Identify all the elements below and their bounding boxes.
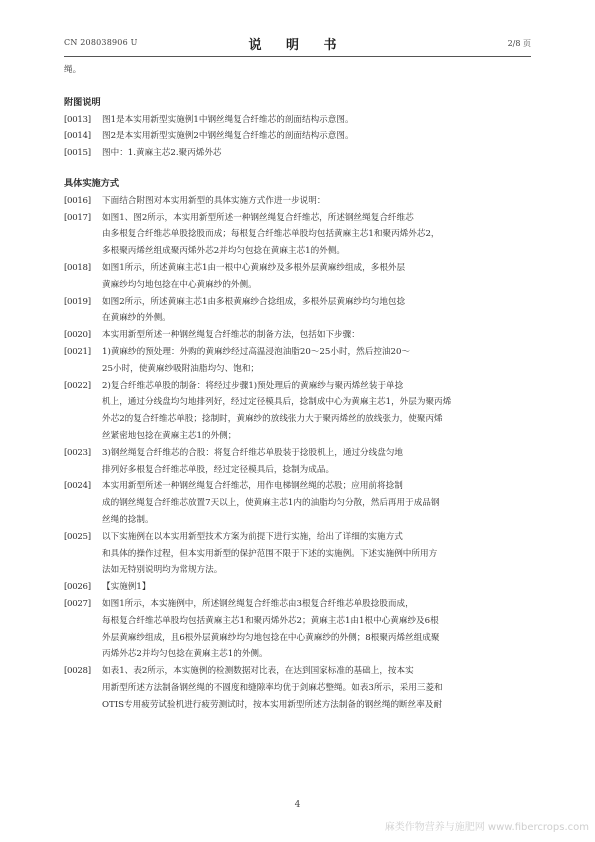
- patent-number: CN 208038906 U: [64, 38, 138, 47]
- paragraph-number: [0020]: [64, 330, 91, 341]
- paragraph: [64, 529, 533, 579]
- paragraph-number: [0019]: [64, 296, 91, 307]
- section-heading: 具体实施方式: [64, 177, 120, 189]
- paragraph-text: 本实用新型所述一种钢丝绳复合纤维芯，用作电梯钢丝绳的芯股；应用前将捻制 成的钢丝绳复合纤维芯放置7天以上，使黄麻主芯1内的油脂均匀分散，然后再用于成品钢 丝绳的捻制。: [102, 481, 440, 525]
- paragraph-number: [0016]: [64, 195, 91, 206]
- page-number: 4: [294, 800, 301, 810]
- paragraph-number: [0028]: [64, 666, 91, 677]
- header-divider: [64, 56, 531, 57]
- page-header: [64, 34, 531, 52]
- paragraph-text: 如图1所示，本实施例中，所述钢丝绳复合纤维芯由3根复合纤维芯单股捻股而成， 每根复合纤维芯单股均包括黄麻主芯1和聚丙烯外芯2；黄麻主芯1由1根中心黄麻纱及6根 外层黄麻纱组成，且6根外层黄麻纱均匀地包捻在中心黄麻纱的外侧；8根聚丙烯丝组成聚 丙烯外芯2并均匀包捻在黄麻主芯1的外侧。: [102, 598, 440, 660]
- paragraph: [64, 210, 533, 260]
- paragraph-text: 2)复合纤维芯单股的制备：将经过步骤1)预处理后的黄麻纱与聚丙烯丝装于单捻 机上，通过分线盘均匀地排列好，经过定径模具后，捻制成中心为黄麻主芯1，外层为聚丙烯 外芯2的复合纤维芯单股；捻制时，黄麻纱的放线张力大于聚丙烯丝的放线张力，使聚丙烯 丝紧密地包捻在黄麻主芯1的外侧；: [102, 380, 452, 441]
- paragraph-text: 1)黄麻纱的预处理：外购的黄麻纱经过高温浸泡油脂20～25小时，然后控油20～ 25小时，使黄麻纱吸附油脂均匀、饱和；: [102, 346, 411, 374]
- document-title: 说 明 书: [248, 38, 347, 53]
- section-heading: 附图说明: [64, 96, 101, 108]
- paragraph-number: [0022]: [64, 380, 91, 391]
- paragraph-number: [0026]: [64, 582, 91, 593]
- paragraph-number: [0013]: [64, 114, 91, 125]
- paragraph-number: [0024]: [64, 481, 91, 492]
- paragraph: [64, 112, 533, 129]
- paragraph-text: 以下实施例在以本实用新型技术方案为前提下进行实施，给出了详细的实施方式 和具体的操作过程，但本实用新型的保护范围不限于下述的实施例。下述实施例中所用方 法如无特别说明均为常规方法。: [102, 531, 438, 576]
- paragraph: [64, 193, 533, 210]
- paragraph-text: 图中：1.黄麻主芯2.聚丙烯外芯: [102, 148, 222, 159]
- paragraph-text: 如图2所示，所述黄麻主芯1由多根黄麻纱合捻组成，多根外层黄麻纱均匀地包捻 在黄麻纱的外侧。: [102, 296, 406, 324]
- paragraph: [64, 378, 533, 445]
- paragraph: [64, 145, 533, 162]
- lead-fragment: 绳。: [64, 65, 82, 75]
- page-indicator: 2/8 页: [507, 39, 531, 48]
- paragraph-number: [0027]: [64, 598, 91, 609]
- paragraph-number: [0015]: [64, 148, 91, 159]
- paragraph-number: [0023]: [64, 447, 91, 458]
- paragraph-text: 下面结合附图对本实用新型的具体实施方式作进一步说明：: [102, 195, 326, 206]
- paragraph-number: [0018]: [64, 262, 91, 273]
- paragraph-text: 如表1、表2所示，本实施例的检测数据对比表，在达到国家标准的基础上，按本实 用新型所述方法制备钢丝绳的不圆度和缝隙率均优于剑麻芯整绳。如表3所示，采用三菱和 OTIS专用疲劳试验机进行疲劳测试时，按本实用新型所述方法制备的钢丝绳的断丝率及耐: [102, 666, 443, 710]
- paragraph: [64, 260, 533, 294]
- paragraph-number: [0025]: [64, 531, 91, 542]
- paragraph: [64, 294, 533, 328]
- paragraph-text: 3)钢丝绳复合纤维芯的合股：将复合纤维芯单股装于捻股机上，通过分线盘匀地 排列好多根复合纤维芯单股，经过定径模具后，捻制为成品。: [102, 447, 404, 475]
- paragraph-text: 如图1所示，所述黄麻主芯1由一根中心黄麻纱及多根外层黄麻纱组成，多根外层 黄麻纱均匀地包捻在中心黄麻纱的外侧。: [102, 262, 406, 290]
- paragraph-text: 图1是本实用新型实施例1中钢丝绳复合纤维芯的剖面结构示意图。: [102, 114, 354, 125]
- paragraph: [64, 344, 533, 378]
- paragraph-number: [0014]: [64, 131, 91, 142]
- paragraph: [64, 128, 533, 145]
- paragraph: [64, 579, 533, 596]
- paragraph-text: 本实用新型所述一种钢丝绳复合纤维芯的制备方法，包括如下步骤：: [102, 330, 360, 341]
- paragraph: [64, 663, 533, 713]
- paragraph-text: 图2是本实用新型实施例2中钢丝绳复合纤维芯的剖面结构示意图。: [102, 131, 354, 142]
- paragraph-number: [0017]: [64, 212, 91, 223]
- paragraph: [64, 478, 533, 528]
- paragraph-number: [0021]: [64, 346, 91, 357]
- paragraph: [64, 327, 533, 344]
- paragraph-text: 【实施例1】: [102, 582, 151, 593]
- document-body: [64, 62, 533, 713]
- site-watermark: 麻类作物营养与施肥网 www.fibercrops.com: [384, 822, 589, 833]
- paragraph-text: 如图1、图2所示，本实用新型所述一种钢丝绳复合纤维芯，所述钢丝绳复合纤维芯 由多根复合纤维芯单股捻股而成；每根复合纤维芯单股均包括黄麻主芯1和聚丙烯外芯2， 多根聚丙烯丝组成聚丙烯外芯2并均匀包捻在黄麻主芯1的外侧。: [102, 212, 440, 257]
- paragraph: [64, 445, 533, 479]
- paragraph: [64, 596, 533, 663]
